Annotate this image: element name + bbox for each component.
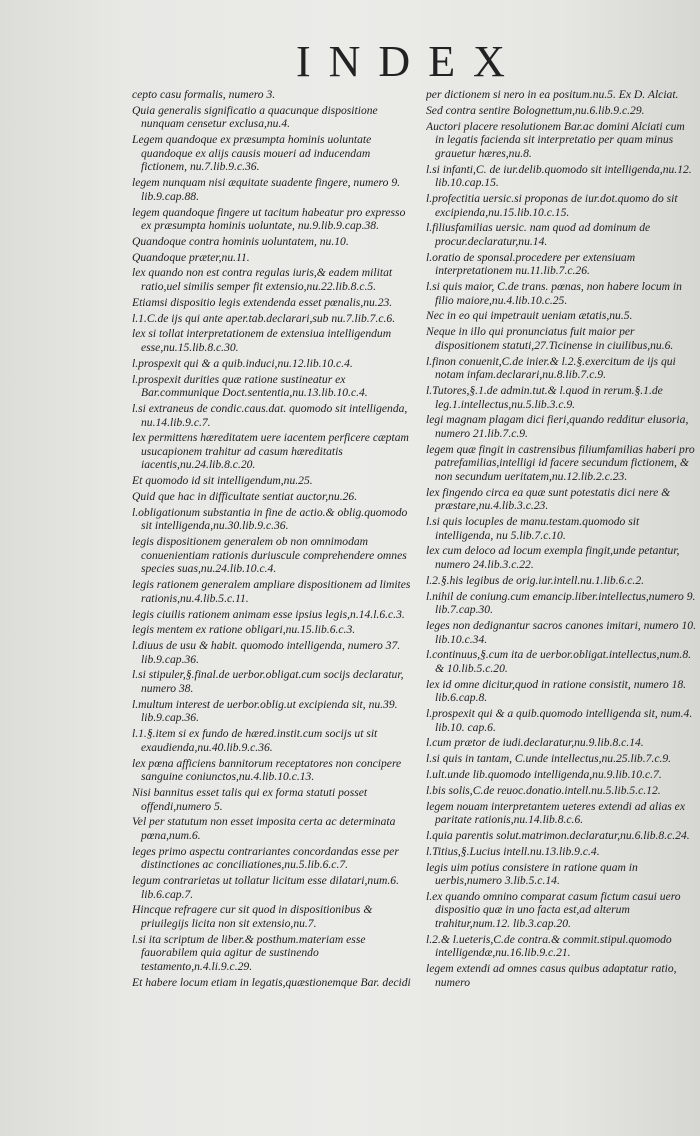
index-entry: l.diuus de usu & habit. quomodo intelligenda, numero 37. lib.9.cap.36. bbox=[132, 639, 401, 666]
index-entry: lex cum deloco ad locum exempla fingit,unde petantur, numero 24.lib.3.c.22. bbox=[426, 544, 680, 571]
index-entry: l.multum interest de uerbor.oblig.ut excipienda sit, nu.39. lib.9.cap.36. bbox=[132, 697, 398, 725]
index-column-left bbox=[132, 88, 415, 992]
index-entry: l.si quis locuples de manu.testam.quomodo sit intelligenda, nu 5.lib.7.c.10. bbox=[426, 515, 640, 542]
index-entry: Et quomodo id sit intelligendum,nu.25. bbox=[132, 474, 313, 488]
index-entry: l.si extraneus de condic.caus.dat. quomodo sit intelligenda, nu.14.lib.9.c.7. bbox=[132, 401, 408, 429]
index-entry: lex permittens hæreditatem uere iacentem perficere cæptam usucapionem trahitur ad casum hæreditatis iacentis,nu.24.lib.8.c.20. bbox=[132, 431, 409, 472]
index-entry: Legem quandoque ex præsumpta hominis uoluntate quandoque ex alijs causis moueri ad inducendam fictionem, nu.7.lib.9.c.36. bbox=[132, 133, 372, 174]
index-entry: l.nihil de coniung.cum emancip.liber.intellectus,numero 9. lib.7.cap.30. bbox=[426, 589, 696, 617]
index-entry: Quid que hac in difficultate sentiat auctor,nu.26. bbox=[132, 490, 358, 504]
index-entry: l.si ita scriptum de liber.& posthum.materiam esse fauorabilem quia agitur de sustinendo testamento,n.4.li.9.c.29. bbox=[132, 932, 366, 974]
index-entry: l.1.§.item si ex fundo de hæred.instit.cum socijs ut sit exaudienda,nu.40.lib.9.c.36. bbox=[132, 727, 378, 754]
index-entry: l.Titius,§.Lucius intell.nu.13.lib.9.c.4. bbox=[426, 844, 600, 858]
index-entry: l.obligationum substantia in fine de actio.& oblig.quomodo sit intelligenda,nu.30.lib.9.c.36. bbox=[132, 505, 408, 533]
index-entry: legem extendi ad omnes casus quibus adaptatur ratio, numero bbox=[426, 962, 677, 989]
index-entry: legem nunquam nisi æquitate suadente fingere, numero 9. lib.9.cap.88. bbox=[132, 176, 401, 203]
index-entry: Auctori placere resolutionem Bar.ac domini Alciati cum in legatis facienda sit interpretatio per quam minus grauetur hæres,nu.8. bbox=[426, 119, 685, 160]
index-entry: legis ciuilis rationem animam esse ipsius legis,n.14.l.6.c.3. bbox=[132, 607, 405, 621]
index-entry: legem quandoque fingere ut tacitum habeatur pro expresso ex præsumpta hominis uoluntate, nu.9.lib.9.cap.38. bbox=[132, 205, 406, 233]
index-entry: l.ult.unde lib.quomodo intelligenda,nu.9.lib.10.c.7. bbox=[426, 768, 662, 781]
index-entry: leges non dedignantur sacros canones imitari, numero 10. lib.10.c.34. bbox=[426, 618, 696, 646]
index-entry: l.cum prætor de iudi.declaratur,nu.9.lib.8.c.14. bbox=[426, 736, 644, 750]
index-entry: l.profectitia uersic.si proponas de iur.dot.quomo do sit excipienda,nu.15.lib.10.c.15. bbox=[426, 191, 678, 219]
index-entry: Et habere locum etiam in legatis,quæstionemque Bar. decidi bbox=[132, 975, 411, 989]
index-entry: l.quia parentis solut.matrimon.declaratur,nu.6.lib.8.c.24. bbox=[426, 828, 690, 842]
index-entry: l.1.C.de ijs qui ante aper.tab.declarari,sub nu.7.lib.7.c.6. bbox=[132, 311, 396, 325]
index-entry: l.si quis in tantam, C.unde intellectus,nu.25.lib.7.c.9. bbox=[426, 752, 672, 766]
index-entry: lex id omne dicitur,quod in ratione consistit, numero 18. lib.6.cap.8. bbox=[426, 677, 687, 705]
index-entry: legis uim potius consistere in ratione quam in uerbis,numero 3.lib.5.c.14. bbox=[426, 860, 638, 888]
index-entry: legem quæ fingit in castrensibus filiumfamilias haberi pro patrefamilias,intelligi id facere secundum fictionem, & non secundum ueritatem,nu.12.lib.2.c.23. bbox=[426, 442, 695, 483]
index-entry: l.2.§.his legibus de orig.iur.intell.nu.1.lib.6.c.2. bbox=[426, 573, 645, 587]
index-entry: l.si stipuler,§.final.de uerbor.obligat.cum socijs declaratur, numero 38. bbox=[132, 668, 404, 696]
index-entry: legem nouam interpretantem ueteres extendi ad alias ex paritate rationis,nu.14.lib.8.c.6. bbox=[426, 799, 685, 827]
index-entry: l.finon conuenit,C.de inier.& l.2.§.exercitum de ijs qui notam infam.declarari,nu.8.lib.7.c.9. bbox=[426, 354, 676, 382]
index-entry: Neque in illo qui pronunciatus fuit maior per dispositionem statuti,27.Ticinense in ciuilibus,nu.6. bbox=[426, 325, 674, 352]
index-entry: l.Tutores,§.1.de admin.tut.& l.quod in rerum.§.1.de leg.1.intellectus,nu.5.lib.3.c.9. bbox=[426, 383, 663, 411]
index-entry: legis mentem ex ratione obligari,nu.15.lib.6.c.3. bbox=[132, 623, 356, 637]
index-entry: Vel per statutum non esset imposita certa ac determinata pœna,num.6. bbox=[132, 815, 396, 842]
index-entry: Quandoque contra hominis uoluntatem, nu.10. bbox=[132, 234, 349, 248]
index-entry: l.si quis maior, C.de trans. pœnas, non habere locum in filio maiore,nu.4.lib.10.c.25. bbox=[426, 280, 682, 307]
index-entry: l.prospexit durities quæ ratione sustineatur ex Bar.communique Doct.sententia,nu.13.lib.10.c.4. bbox=[132, 372, 368, 400]
index-column-right bbox=[426, 88, 696, 992]
index-entry: Quia generalis significatio a quacunque dispositione nunquam censetur exclusa,nu.4. bbox=[132, 103, 378, 131]
index-entry: legi magnam plagam dici fieri,quando redditur elusoria, numero 21.lib.7.c.9. bbox=[426, 413, 689, 440]
page-title: INDEX bbox=[296, 37, 523, 86]
index-entry: cepto casu formalis, numero 3. bbox=[132, 88, 276, 101]
index-entry: leges primo aspectu contrariantes concordandas esse per distinctiones ac conciliationes,nu.5.lib.6.c.7. bbox=[132, 844, 399, 872]
index-entry: legis rationem generalem ampliare dispositionem ad limites rationis,nu.4.lib.5.c.11. bbox=[132, 578, 411, 605]
index-entry: Quandoque præter,nu.11. bbox=[132, 250, 250, 264]
index-entry: l.prospexit qui & a quib.quomodo intelligenda sit, num.4. lib.10. cap.6. bbox=[426, 707, 693, 734]
index-entry: l.oratio de sponsal.procedere per extensiuam interpretationem nu.11.lib.7.c.26. bbox=[426, 250, 636, 278]
index-entry: lex fingendo circa ea quæ sunt potestatis dici nere & præstare,nu.4.lib.3.c.23. bbox=[426, 485, 671, 513]
index-entry: l.prospexit qui & a quib.induci,nu.12.lib.10.c.4. bbox=[132, 356, 353, 370]
index-entry: l.filiusfamilias uersic. nam quod ad dominum de procur.declaratur,nu.14. bbox=[426, 221, 651, 248]
index-entry: Etiamsi dispositio legis extendenda esset pœnalis,nu.23. bbox=[132, 295, 393, 309]
index-entry: lex si tollat interpretationem de extensiua intelligendum esse,nu.15.lib.8.c.30. bbox=[132, 327, 392, 354]
index-entry: Hincque refragere cur sit quod in dispositionibus & priuilegijs licita non sit extensio,nu.7. bbox=[132, 903, 373, 931]
index-entry: lex quando non est contra regulas iuris,& eadem militat ratio,uel similis semper fit extensio,nu.22.lib.8.c.5. bbox=[132, 266, 393, 294]
index-entry: Nec in eo qui impetrauit ueniam ætatis,nu.5. bbox=[426, 309, 633, 323]
index-entry: legum contrarietas ut tollatur licitum esse dilatari,num.6. lib.6.cap.7. bbox=[132, 874, 399, 901]
index-entry: l.continuus,§.cum ita de uerbor.obligat.intellectus,num.8. & 10.lib.5.c.20. bbox=[426, 648, 692, 675]
index-entry: l.si infanti,C. de iur.delib.quomodo sit intelligenda,nu.12. lib.10.cap.15. bbox=[426, 162, 692, 190]
index-entry: Sed contra sentire Bolognettum,nu.6.lib.9.c.29. bbox=[426, 103, 645, 117]
index-entry: l.bis solis,C.de reuoc.donatio.intell.nu.5.lib.5.c.12. bbox=[426, 783, 661, 797]
index-entry: legis dispositionem generalem ob non omnimodam conuenientiam rationis duriuscule comprehendere omnes species suas,nu.24.lib.10.c.4. bbox=[132, 535, 407, 576]
index-entry: l.2.& l.ueteris,C.de contra.& commit.stipul.quomodo intelligendæ,nu.16.lib.9.c.21. bbox=[426, 932, 672, 960]
index-entry: per dictionem si nero in ea positum.nu.5. Ex D. Alciat. bbox=[426, 88, 679, 101]
index-entry: Nisi bannitus esset talis qui ex forma statuti posset offendi,numero 5. bbox=[132, 785, 368, 813]
index-entry: lex pœna afficiens bannitorum receptatores non concipere sanguine coniunctos,nu.4.lib.10.c.13. bbox=[132, 756, 402, 784]
index-entry: l.ex quando omnino comparat casum fictum casui uero dispositio quæ in uno facta est,ad alterum trahitur,num.12. lib.3.cap.20. bbox=[426, 889, 681, 931]
